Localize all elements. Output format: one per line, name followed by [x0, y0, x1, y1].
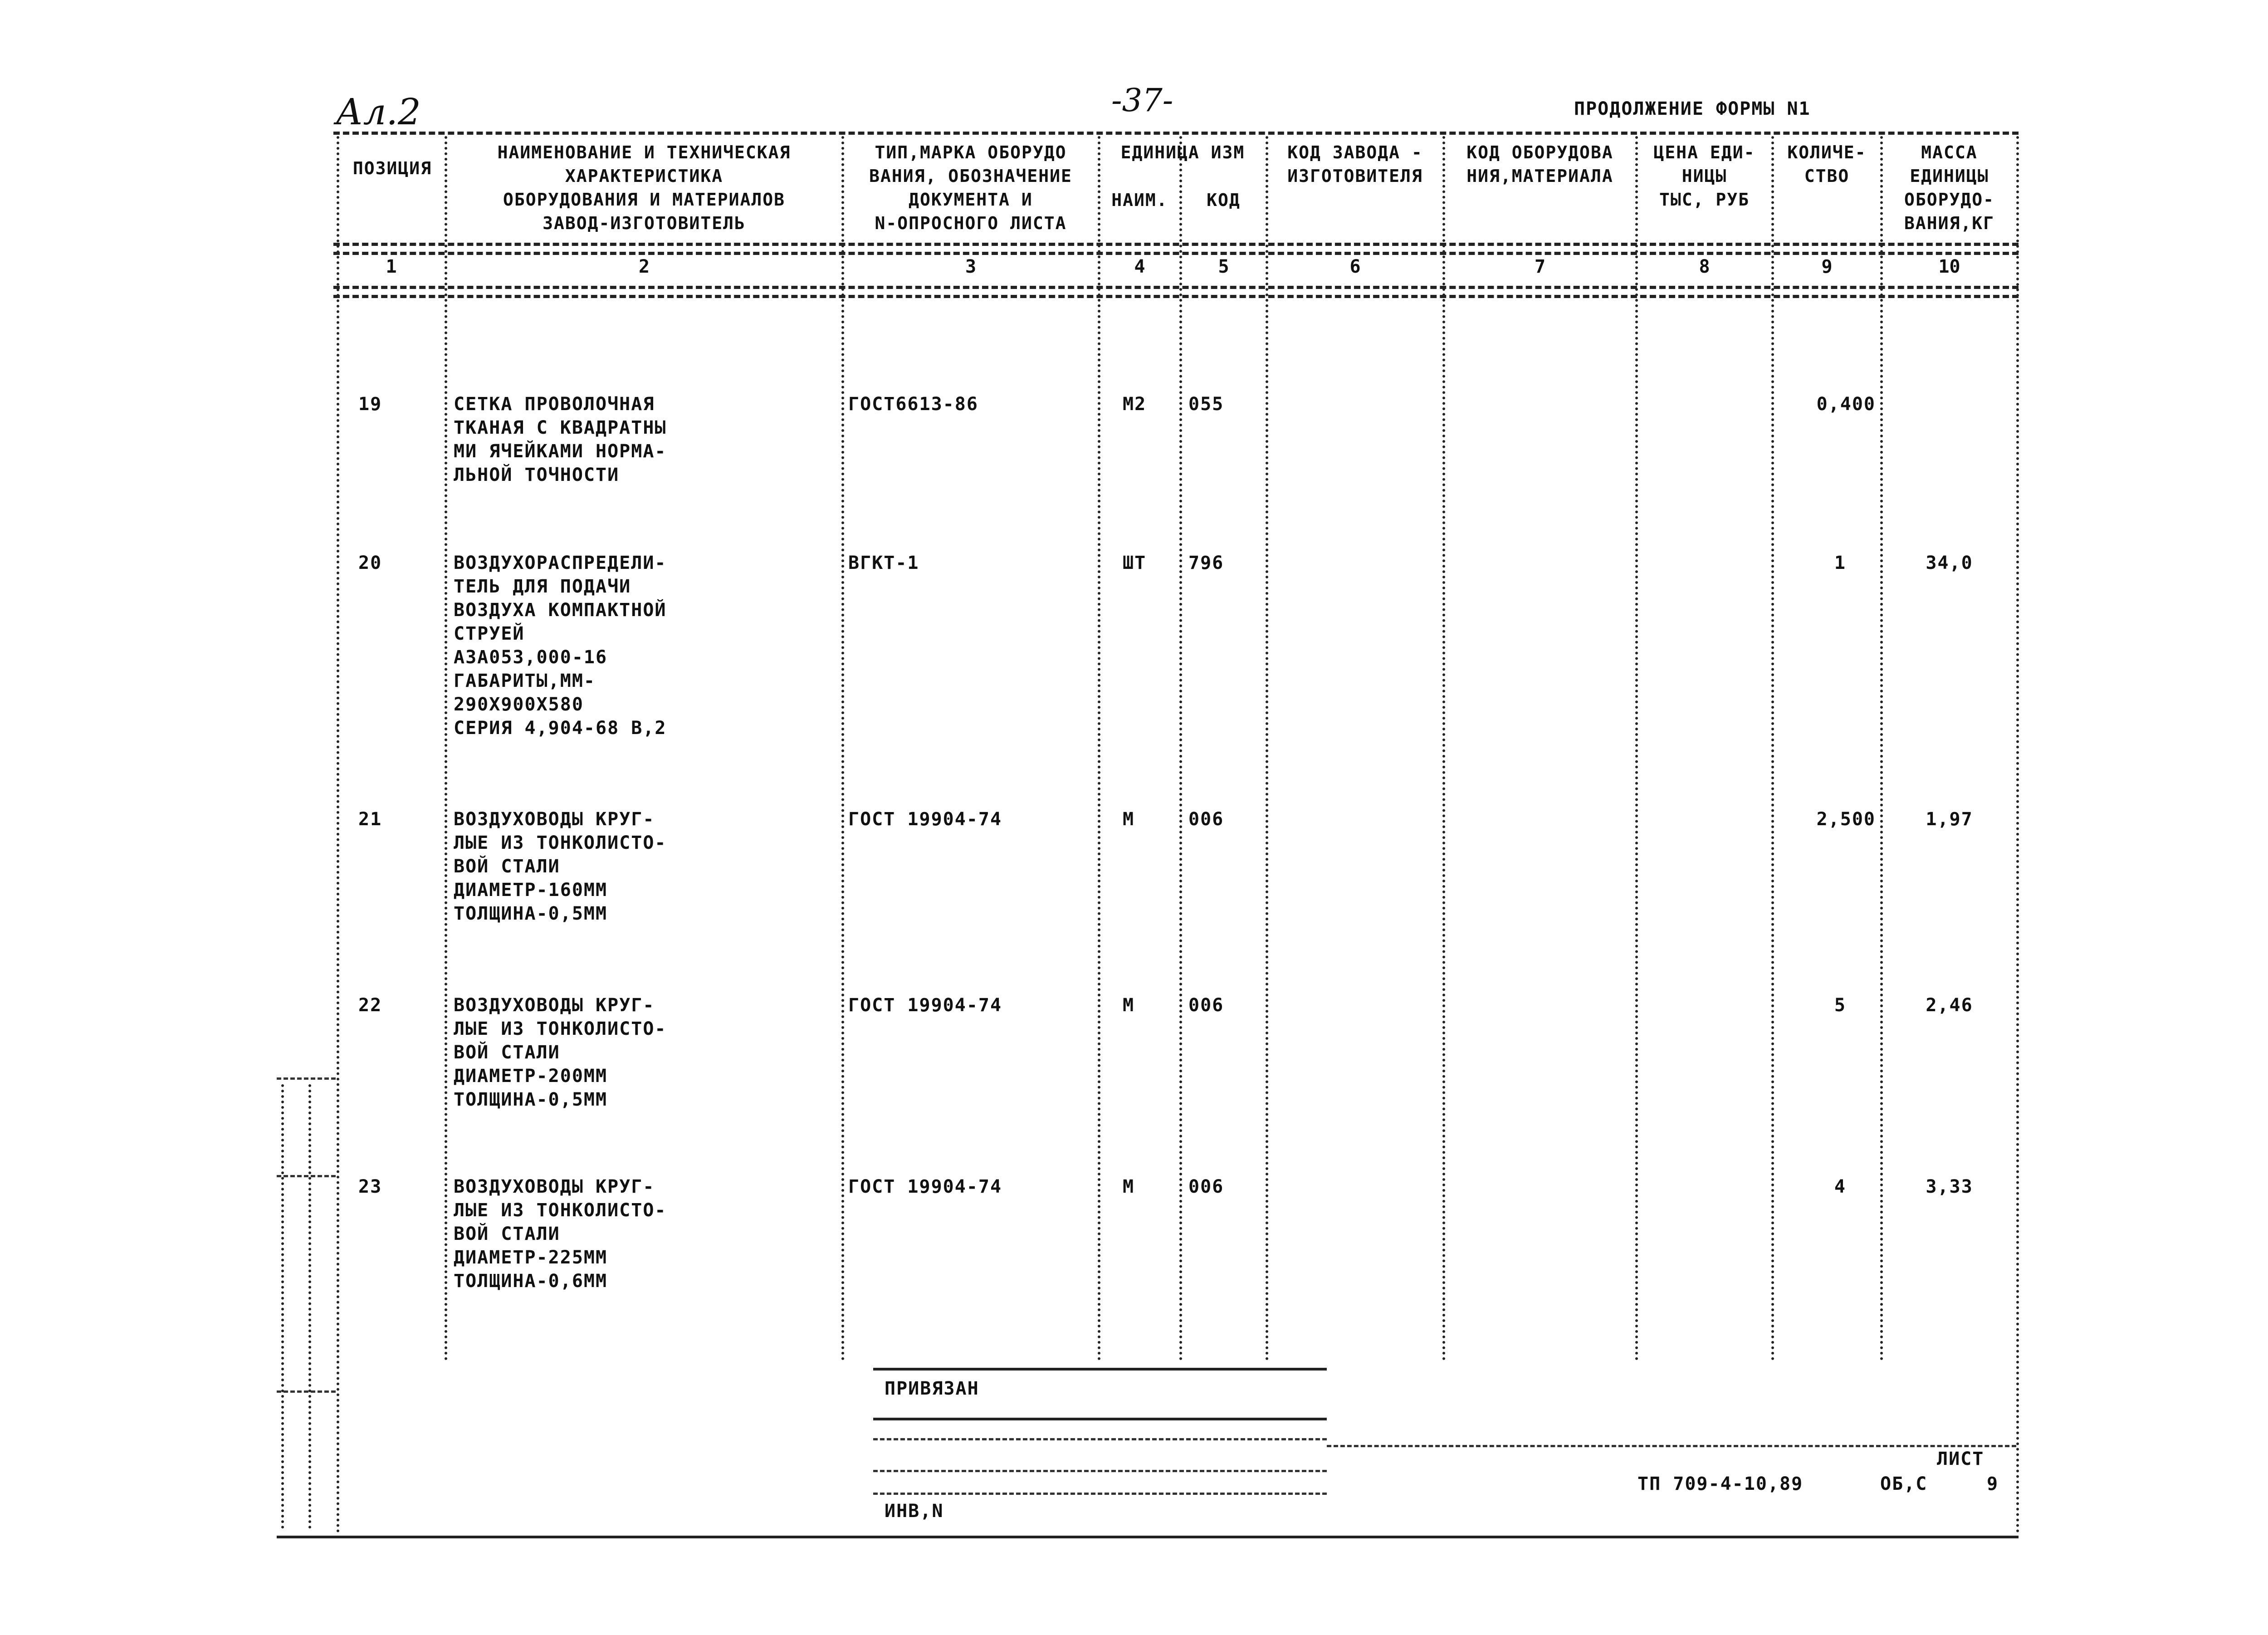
header-col-2: НАИМЕНОВАНИЕ И ТЕХНИЧЕСКАЯ ХАРАКТЕРИСТИКА ОБОРУДОВАНИЯ И МАТЕРИАЛОВ ЗАВОД-ИЗГОТОВИТЕЛЬ [497, 142, 791, 233]
stamp-rule [873, 1493, 1327, 1495]
row-name: ВОЗДУХОВОДЫ КРУГ- ЛЫЕ ИЗ ТОНКОЛИСТО- ВОЙ СТАЛИ ДИАМЕТР-225ММ ТОЛЩИНА-0,6ММ [454, 1176, 667, 1292]
header-col-8: ЦЕНА ЕДИ- НИЦЫ ТЫС, РУБ [1653, 142, 1755, 210]
row-name: ВОЗДУХОВОДЫ КРУГ- ЛЫЕ ИЗ ТОНКОЛИСТО- ВОЙ СТАЛИ ДИАМЕТР-200ММ ТОЛЩИНА-0,5ММ [454, 995, 667, 1110]
row-pos: 21 [358, 809, 382, 830]
colnum-top-rule [333, 252, 2019, 255]
page-bottom-rule [277, 1536, 2019, 1538]
row-type: ГОСТ 19904-74 [848, 995, 1002, 1016]
body-top-rule [333, 295, 2019, 298]
row-pos: 23 [358, 1176, 382, 1197]
header-col-7: КОД ОБОРУДОВА НИЯ,МАТЕРИАЛА [1466, 142, 1613, 186]
stamp-privyazan: ПРИВЯЗАН [885, 1378, 979, 1399]
header-col-10: МАССА ЕДИНИЦЫ ОБОРУДО- ВАНИЯ,КГ [1904, 142, 1995, 233]
col-sep-2 [841, 136, 844, 1361]
colnum-7: 7 [1534, 256, 1546, 277]
row-mass: 1,97 [1926, 809, 1973, 830]
row-type: ГОСТ6613-86 [848, 394, 978, 415]
stamp-list-no: 9 [1987, 1473, 1999, 1494]
row-type: ГОСТ 19904-74 [848, 809, 1002, 830]
row-qty: 1 [1834, 553, 1846, 573]
header-col-5-sub: КОД [1207, 190, 1241, 210]
row-mass: 2,46 [1926, 995, 1973, 1016]
header-col-3: ТИП,МАРКА ОБОРУДО ВАНИЯ, ОБОЗНАЧЕНИЕ ДОКУМЕНТА И N-ОПРОСНОГО ЛИСТА [869, 142, 1072, 233]
row-name: ВОЗДУХОРАСПРЕДЕЛИ- ТЕЛЬ ДЛЯ ПОДАЧИ ВОЗДУХА КОМПАКТНОЙ СТРУЕЙ А3А053,000-16 ГАБАРИТЫ,ММ- 290Х900Х580 СЕРИЯ 4,904-68 В,2 [454, 553, 667, 739]
col-sep-5 [1266, 136, 1268, 1361]
stamp-rule [1327, 1445, 2016, 1447]
row-qty: 4 [1834, 1176, 1846, 1197]
colnum-bottom-rule [333, 286, 2019, 289]
header-col-4: ЕДИНИЦА ИЗМ [1120, 142, 1245, 162]
row-name: ВОЗДУХОВОДЫ КРУГ- ЛЫЕ ИЗ ТОНКОЛИСТО- ВОЙ СТАЛИ ДИАМЕТР-160ММ ТОЛЩИНА-0,5ММ [454, 809, 667, 924]
row-pos: 20 [358, 553, 382, 573]
col-sep-4 [1179, 136, 1182, 1361]
stamp-inv: ИНВ,N [885, 1501, 944, 1522]
row-pos: 19 [358, 394, 382, 415]
sheet-mark: Ал.2 [336, 91, 421, 133]
header-bottom-rule [333, 243, 2019, 246]
row-type: ВГКТ-1 [848, 553, 919, 573]
colnum-8: 8 [1699, 256, 1710, 277]
row-qty: 0,400 [1816, 394, 1876, 415]
col-sep-3 [1098, 136, 1100, 1361]
row-qty: 2,500 [1816, 809, 1876, 830]
page-number: -37- [1111, 82, 1173, 119]
row-name: СЕТКА ПРОВОЛОЧНАЯ ТКАНАЯ С КВАДРАТНЫ МИ ЯЧЕЙКАМИ НОРМА- ЛЬНОЙ ТОЧНОСТИ [454, 394, 667, 485]
col-sep-6 [1442, 136, 1445, 1361]
col-sep-7 [1635, 136, 1638, 1361]
col-sep-1 [445, 136, 447, 1361]
header-col-1: ПОЗИЦИЯ [352, 158, 432, 178]
stamp-rule [873, 1438, 1327, 1440]
stamp-ob: ОБ,С [1880, 1473, 1928, 1494]
row-unit: М [1123, 1176, 1135, 1197]
header-col-6: КОД ЗАВОДА - ИЗГОТОВИТЕЛЯ [1287, 142, 1423, 186]
margin-col [308, 1084, 311, 1529]
row-unit: М [1123, 809, 1135, 830]
margin-rule [277, 1390, 336, 1393]
row-qty: 5 [1834, 995, 1846, 1016]
colnum-1: 1 [386, 256, 397, 277]
stamp-doc-code: ТП 709-4-10,89 [1637, 1473, 1804, 1494]
col-sep-10 [2016, 136, 2019, 1533]
stamp-rule [873, 1418, 1327, 1420]
margin-col [281, 1084, 284, 1529]
colnum-3: 3 [965, 256, 977, 277]
stamp-rule [873, 1470, 1327, 1472]
row-unit: ШТ [1123, 553, 1147, 573]
row-code: 006 [1188, 995, 1224, 1016]
row-code: 006 [1188, 1176, 1224, 1197]
row-mass: 34,0 [1926, 553, 1973, 573]
stamp-list-label: ЛИСТ [1937, 1449, 1984, 1469]
form-title: ПРОДОЛЖЕНИЕ ФОРМЫ N1 [1574, 98, 1811, 119]
row-type: ГОСТ 19904-74 [848, 1176, 1002, 1197]
colnum-10: 10 [1938, 256, 1960, 277]
row-unit: М [1123, 995, 1135, 1016]
colnum-5: 5 [1218, 256, 1229, 277]
row-code: 006 [1188, 809, 1224, 830]
row-unit: М2 [1123, 394, 1147, 415]
colnum-4: 4 [1134, 256, 1145, 277]
colnum-6: 6 [1349, 256, 1361, 277]
header-col-4-sub: НАИМ. [1111, 190, 1168, 210]
margin-rule [277, 1077, 336, 1080]
row-code: 796 [1188, 553, 1224, 573]
row-pos: 22 [358, 995, 382, 1016]
stamp-top-rule [873, 1368, 1327, 1371]
row-code: 055 [1188, 394, 1224, 415]
colnum-2: 2 [638, 256, 650, 277]
margin-rule [277, 1175, 336, 1177]
colnum-9: 9 [1821, 256, 1833, 277]
row-mass: 3,33 [1926, 1176, 1973, 1197]
col-sep-0 [337, 136, 339, 1533]
header-col-9: КОЛИЧЕ- СТВО [1787, 142, 1867, 186]
table-top-rule [333, 132, 2019, 135]
